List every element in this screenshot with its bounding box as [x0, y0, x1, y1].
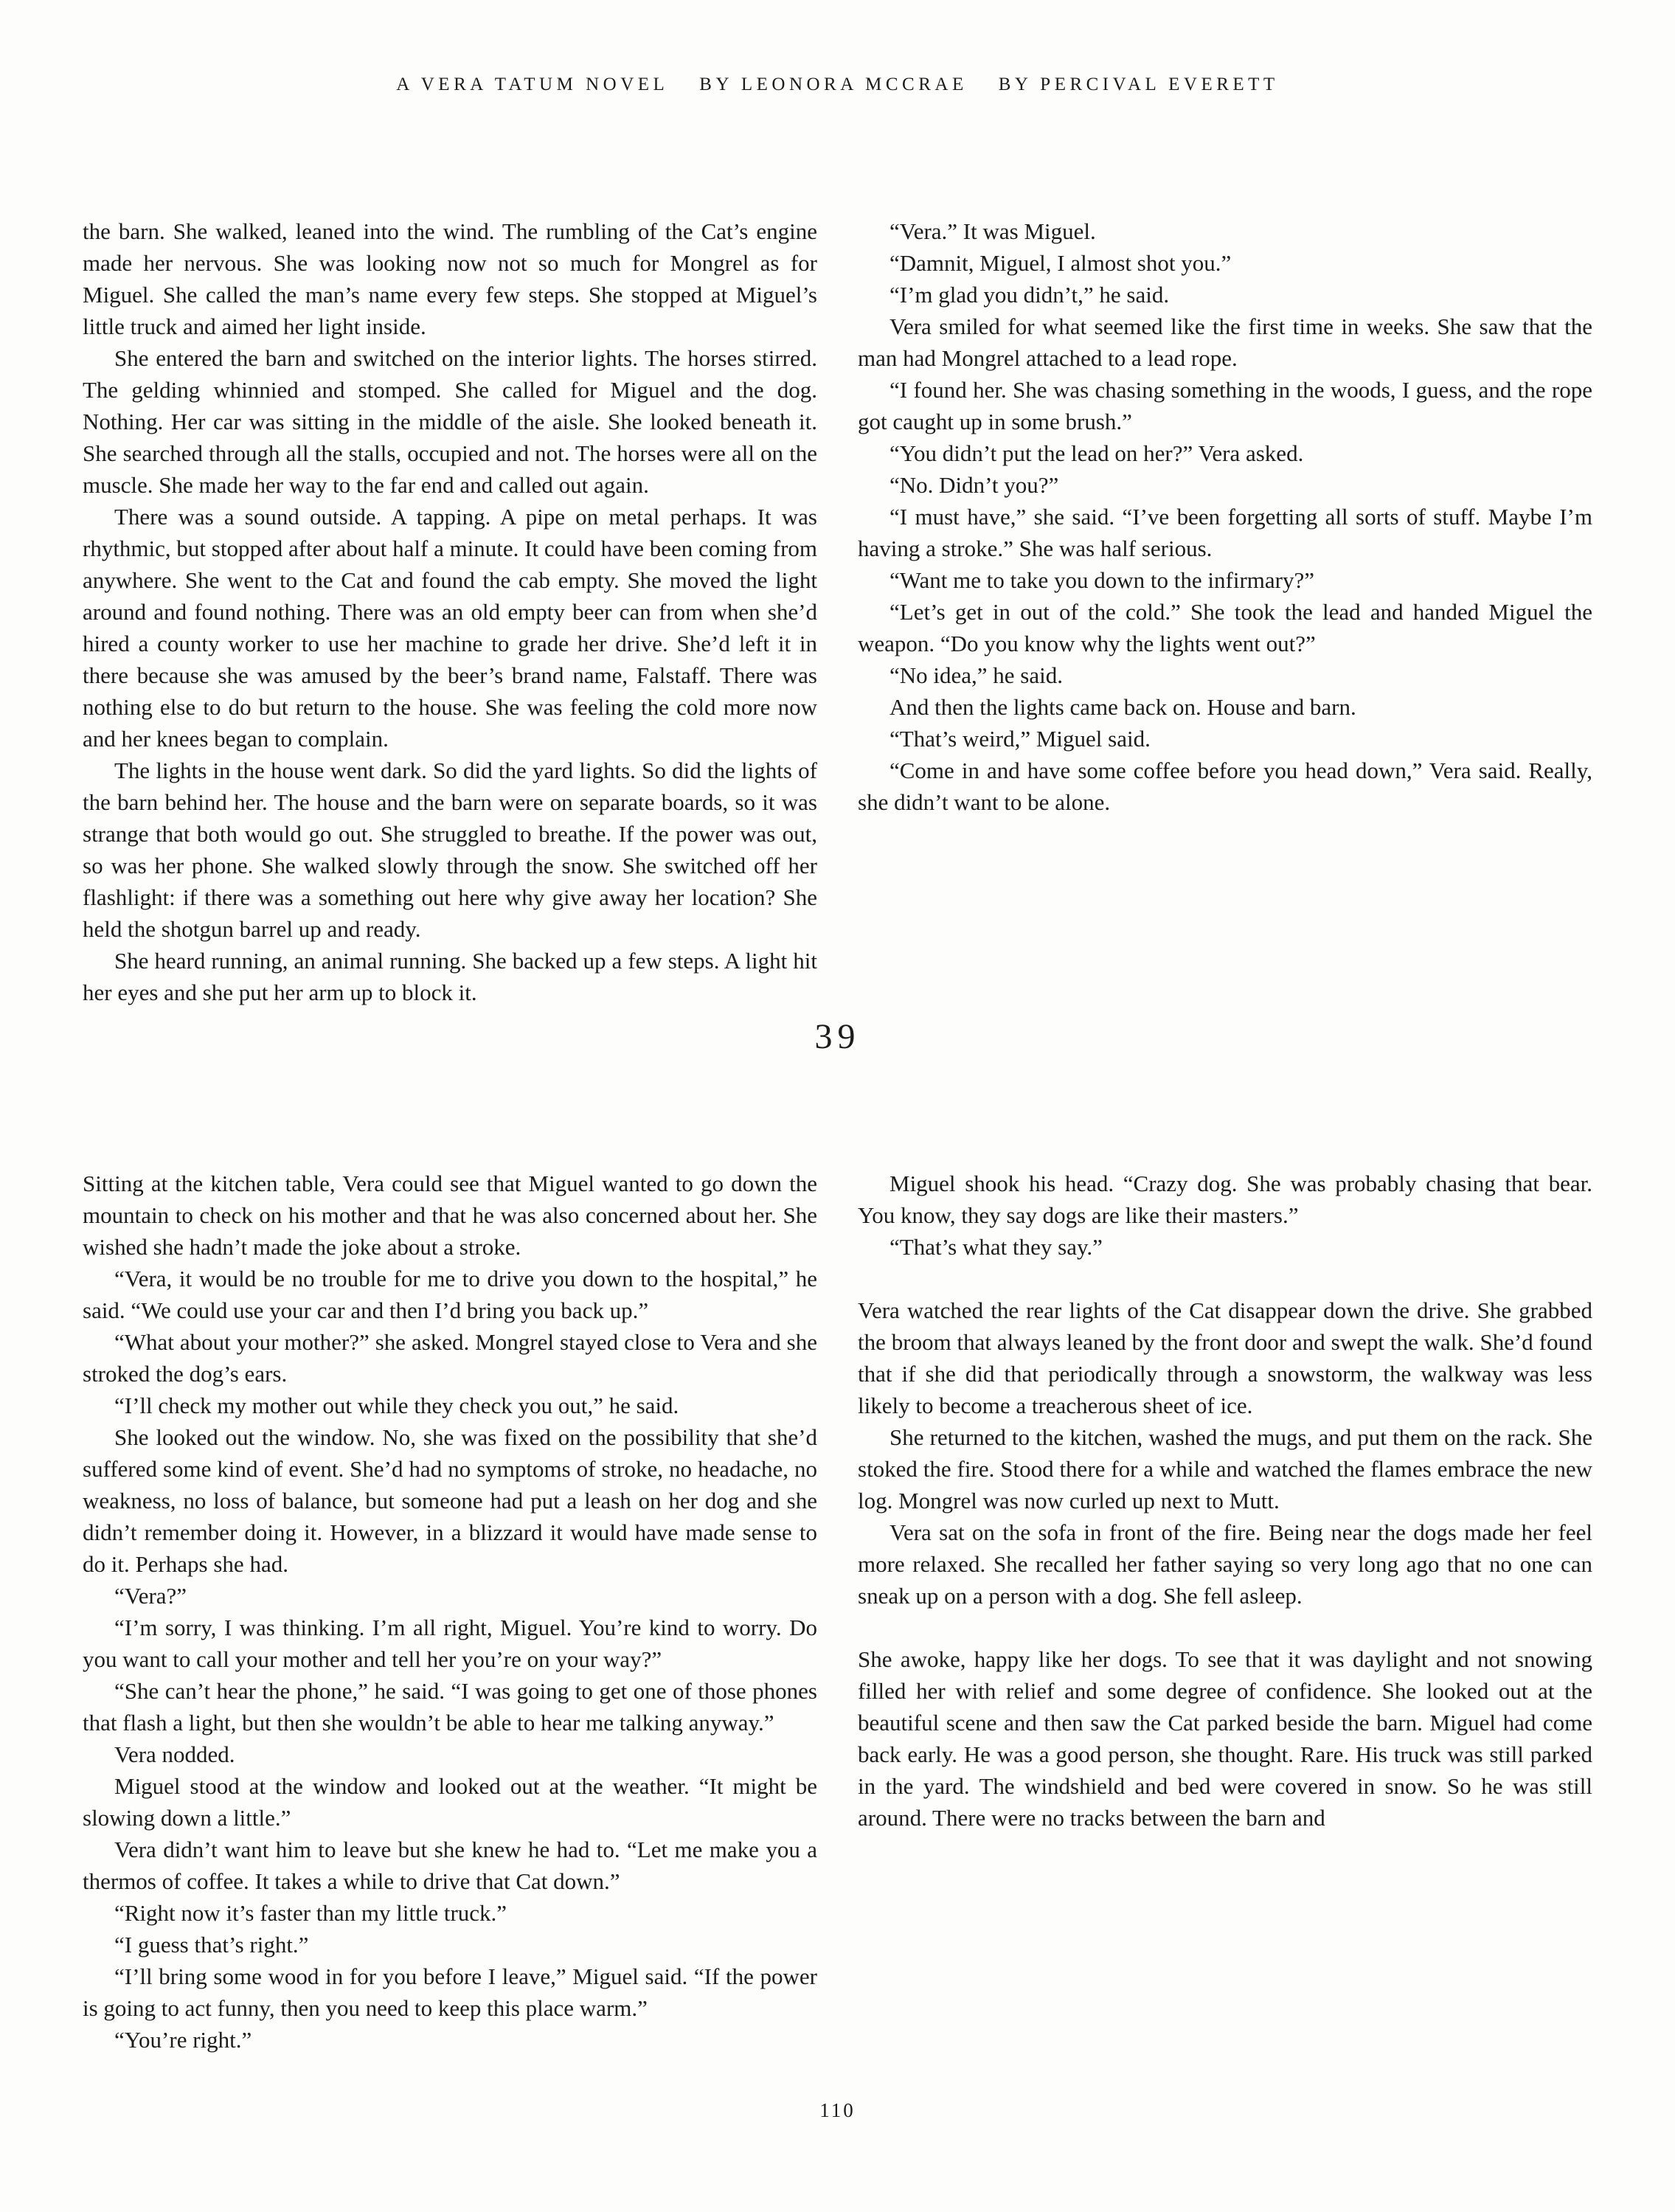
- header-byline-everett: BY PERCIVAL EVERETT: [998, 74, 1279, 94]
- paragraph: “Damnit, Miguel, I almost shot you.”: [889, 250, 1232, 276]
- paragraph: “That’s what they say.”: [889, 1234, 1103, 1260]
- paragraph: She entered the barn and switched on the interior lights. The horses stirred. The gelding whinnied and stomped. She called for Miguel and the dog. Nothing. Her car was sitting in the middle of the aisle. She looked beneath it. She searched through all the stalls, occupied and not. The horses were all on the muscle. She made her way to the far end and called out again.: [83, 345, 817, 498]
- paragraph: “I guess that’s right.”: [114, 1932, 309, 1958]
- chapter-number: 39: [814, 1017, 861, 1056]
- paragraph: Miguel stood at the window and looked out at the weather. “It might be slowing down a little.”: [83, 1773, 817, 1831]
- paragraph: “I found her. She was chasing something in the woods, I guess, and the rope got caught up in some brush.”: [858, 377, 1592, 434]
- paragraph: She awoke, happy like her dogs. To see that it was daylight and not snowing filled her with relief and some degree of confidence. She looked out at the beautiful scene and then saw the Cat parked beside the barn. Miguel had come back early. He was a good person, she thought. Rare. His truck was still parked in the yard. The windshield and bed were covered in snow. So he was still around. There were no tracks between the barn and: [858, 1646, 1592, 1831]
- paragraph: Vera sat on the sofa in front of the fire. Being near the dogs made her feel more relaxed. She recalled her father saying so very long ago that no one can sneak up on a person with a dog. She fell asleep.: [858, 1519, 1592, 1609]
- paragraph: She heard running, an animal running. She backed up a few steps. A light hit her eyes and she put her arm up to block it.: [83, 948, 817, 1005]
- paragraph: Sitting at the kitchen table, Vera could see that Miguel wanted to go down the mountain to check on his mother and that he was also concerned about her. She wished she hadn’t made the joke about a stroke.: [83, 1171, 817, 1260]
- header-byline-mccrae: BY LEONORA MCCRAE: [699, 74, 968, 94]
- paragraph: Vera nodded.: [114, 1741, 235, 1767]
- paragraph: “Come in and have some coffee before you head down,” Vera said. Really, she didn’t want to be alone.: [858, 757, 1592, 815]
- paragraph: The lights in the house went dark. So did the yard lights. So did the lights of the barn behind her. The house and the barn were on separate boards, so it was strange that both would go out. She struggled to breathe. If the power was out, so was her phone. She walked slowly through the snow. She switched off her flashlight: if there was a something out here why give away her location? She held the shotgun barrel up and ready.: [83, 757, 817, 942]
- paragraph: “She can’t hear the phone,” he said. “I was going to get one of those phones that flash a light, but then she wouldn’t be able to hear me talking anyway.”: [83, 1678, 817, 1736]
- paragraph: “Vera.” It was Miguel.: [889, 218, 1096, 244]
- paragraph: “Vera?”: [114, 1583, 187, 1609]
- paragraph: Vera smiled for what seemed like the first time in weeks. She saw that the man had Mongrel attached to a lead rope.: [858, 313, 1592, 371]
- paragraph: “I’ll check my mother out while they check you out,” he said.: [114, 1393, 679, 1418]
- page-number: 110: [819, 2099, 856, 2121]
- header-novel-title: A VERA TATUM NOVEL: [396, 74, 669, 94]
- paragraph: And then the lights came back on. House and barn.: [889, 694, 1356, 720]
- paragraph: the barn. She walked, leaned into the wind. The rumbling of the Cat’s engine made her nervous. She was looking now not so much for Mongrel as for Miguel. She called the man’s name every few steps. She stopped at Miguel’s little truck and aimed her light inside.: [83, 218, 817, 339]
- paragraph: “I’ll bring some wood in for you before I leave,” Miguel said. “If the power is going to act funny, then you need to keep this place warm.”: [83, 1963, 817, 2021]
- paragraph: “Right now it’s faster than my little truck.”: [114, 1900, 507, 1926]
- paragraph: “No. Didn’t you?”: [889, 472, 1059, 498]
- text-section-bottom: [83, 1168, 1592, 2095]
- paragraph: Miguel shook his head. “Crazy dog. She was probably chasing that bear. You know, they say dogs are like their masters.”: [858, 1171, 1592, 1228]
- paragraph: “No idea,” he said.: [889, 662, 1063, 688]
- paragraph: “I must have,” she said. “I’ve been forgetting all sorts of stuff. Maybe I’m having a stroke.” She was half serious.: [858, 504, 1592, 561]
- paragraph: Vera watched the rear lights of the Cat disappear down the drive. She grabbed the broom that always leaned by the front door and swept the walk. She’d found that if she did that periodically through a snowstorm, the walkway was less likely to become a treacherous sheet of ice.: [858, 1297, 1592, 1418]
- paragraph: “Let’s get in out of the cold.” She took the lead and handed Miguel the weapon. “Do you know why the lights went out?”: [858, 599, 1592, 656]
- paragraph: “I’m glad you didn’t,” he said.: [889, 282, 1170, 308]
- running-header: [83, 74, 1592, 95]
- text-section-top: [83, 215, 1592, 1012]
- paragraph: There was a sound outside. A tapping. A pipe on metal perhaps. It was rhythmic, but stopped after about half a minute. It could have been coming from anywhere. She went to the Cat and found the cab empty. She moved the light around and found nothing. There was an old empty beer can from when she’d hired a county worker to use her machine to grade her drive. She’d left it in there because she was amused by the beer’s brand name, Falstaff. There was nothing else to do but return to the house. She was feeling the cold more now and her knees began to complain.: [83, 504, 818, 752]
- paragraph: “Want me to take you down to the infirmary?”: [889, 567, 1314, 593]
- paragraph: Vera didn’t want him to leave but she knew he had to. “Let me make you a thermos of coffee. It takes a while to drive that Cat down.”: [83, 1837, 817, 1894]
- paragraph: “You’re right.”: [114, 2027, 252, 2053]
- paragraph: “You didn’t put the lead on her?” Vera asked.: [889, 440, 1304, 466]
- paragraph: “That’s weird,” Miguel said.: [889, 726, 1151, 752]
- paragraph: She looked out the window. No, she was fixed on the possibility that she’d suffered some kind of event. She’d had no symptoms of stroke, no headache, no weakness, no loss of balance, but someone had put a leash on her dog and she didn’t remember doing it. However, in a blizzard it would have made sense to do it. Perhaps she had.: [83, 1424, 817, 1577]
- paragraph: “Vera, it would be no trouble for me to drive you down to the hospital,” he said. “We could use your car and then I’d bring you back up.”: [83, 1266, 817, 1323]
- paragraph: “I’m sorry, I was thinking. I’m all right, Miguel. You’re kind to worry. Do you want to call your mother and tell her you’re on your way?”: [83, 1615, 817, 1672]
- paragraph: “What about your mother?” she asked. Mongrel stayed close to Vera and she stroked the dog’s ears.: [83, 1329, 817, 1387]
- paragraph: She returned to the kitchen, washed the mugs, and put them on the rack. She stoked the fire. Stood there for a while and watched the flames embrace the new log. Mongrel was now curled up next to Mutt.: [858, 1424, 1592, 1514]
